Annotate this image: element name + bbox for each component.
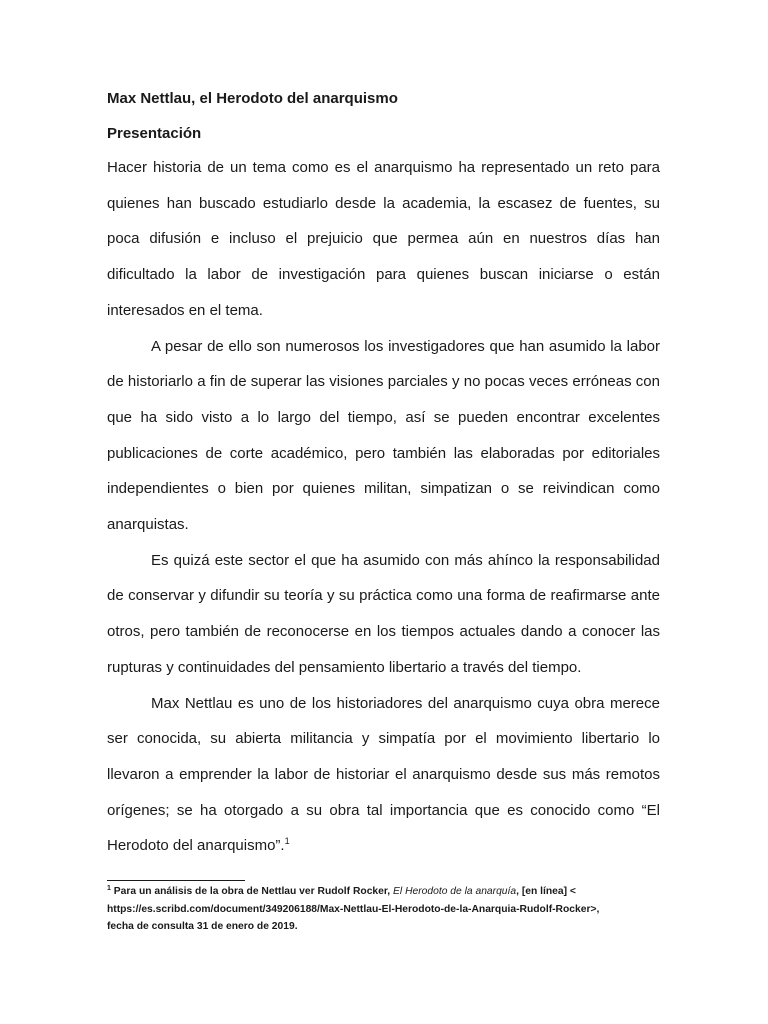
footnote-line-1 [107,883,667,901]
paragraph: Es quizá este sector el que ha asumido con más ahínco la responsabilidad de conservar y difundir su teoría y su práctica como una forma de reafirmarse ante otros, pero también de reconocerse en los tiempos actuales dando a conocer las rupturas y continuidades del pensamiento libertario a través del tiempo. [107,551,660,676]
document-body [107,150,660,864]
footnote-text-before: Para un análisis de la obra de Nettlau ver Rudolf Rocker, [113,886,391,897]
paragraph: Hacer historia de un tema como es el anarquismo ha representado un reto para quienes han buscado estudiarlo desde la academia, la escasez de fuentes, su poca difusión e incluso el prejuicio que permea aún en nuestros días han dificultado la labor de investigación para quienes buscan iniciarse o están interesados en el tema. [107,159,660,319]
footnote-reference[interactable]: 1 [284,836,290,847]
footnote-text-after: , [en línea] < [516,886,576,897]
footnote-cited-title: El Herodoto de la anarquía [393,886,517,897]
paragraph-with-footnote [107,686,660,865]
paragraph-text: Max Nettlau es uno de los historiadores del anarquismo cuya obra merece ser conocida, su abierta militancia y simpatía por el movimiento libertario lo llevaron a emprender la labor de historiar el anarquismo desde sus más remotos orígenes; se ha otorgado a su obra tal importancia que es conocido como “El Herodoto del anarquismo”. [107,694,660,855]
section-heading: Presentación [107,125,202,142]
footnote [107,883,667,936]
document-title: Max Nettlau, el Herodoto del anarquismo [107,90,398,107]
footnote-separator [107,880,245,881]
footnote-mark: 1 [107,885,111,892]
footnote-date: fecha de consulta 31 de enero de 2019. [107,921,298,932]
paragraph: A pesar de ello son numerosos los investigadores que han asumido la labor de historiarlo a fin de superar las visiones parciales y no pocas veces erróneas con que ha sido visto a lo largo del tiempo, así se pueden encontrar excelentes publicaciones de corte académico, pero también las elaboradas por editoriales independientes o bien por quienes militan, simpatizan o se reivindican como anarquistas. [107,337,660,534]
footnote-url[interactable]: https://es.scribd.com/document/349206188/Max-Nettlau-El-Herodoto-de-la-Anarquia-Rudolf-Rocker>, [107,903,600,915]
